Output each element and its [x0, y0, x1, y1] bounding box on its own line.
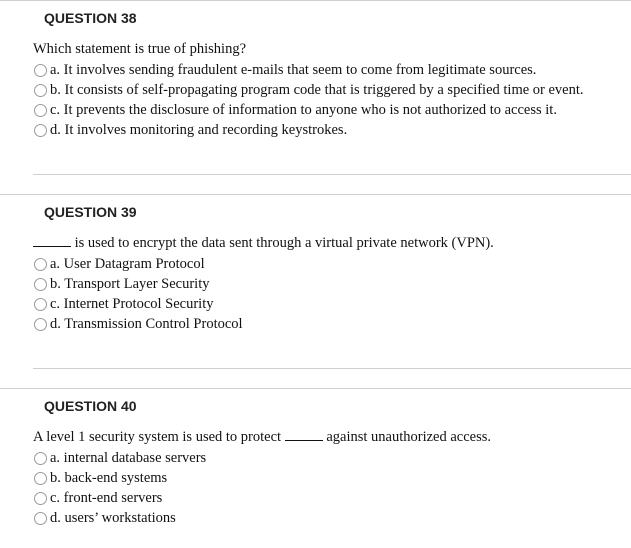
question-prompt: [33, 41, 246, 58]
question-title: QUESTION 40: [44, 398, 137, 414]
answer-option-c[interactable]: [34, 294, 243, 314]
question-prompt-text-end: against unauthorized access.: [322, 429, 491, 445]
radio-button[interactable]: [34, 258, 47, 271]
question-prompt: [33, 235, 494, 252]
question-divider: [0, 388, 631, 389]
answer-label: d. Transmission Control Protocol: [50, 315, 243, 332]
answer-label: c. front-end servers: [50, 489, 163, 506]
radio-button[interactable]: [34, 318, 47, 331]
answer-option-a[interactable]: [34, 254, 243, 274]
fill-in-blank: [33, 235, 71, 247]
answer-label: a. User Datagram Protocol: [50, 255, 205, 272]
answer-options: [34, 60, 584, 140]
answer-label: b. back-end systems: [50, 469, 168, 486]
question-38: [0, 0, 631, 194]
question-prompt-text: Which statement is true of phishing?: [33, 41, 247, 57]
radio-button[interactable]: [34, 512, 47, 525]
answer-option-c[interactable]: [34, 100, 584, 120]
question-bottom-divider: [33, 174, 631, 175]
answer-option-b[interactable]: [34, 80, 584, 100]
question-40: [0, 388, 631, 548]
radio-button[interactable]: [34, 298, 47, 311]
question-prompt: [33, 429, 491, 446]
radio-button[interactable]: [34, 452, 47, 465]
question-bottom-divider: [33, 368, 631, 369]
answer-option-d[interactable]: [34, 120, 584, 140]
answer-label: d. users’ workstations: [50, 509, 176, 526]
answer-option-d[interactable]: [34, 508, 206, 528]
question-title: QUESTION 38: [44, 10, 137, 26]
radio-button[interactable]: [34, 472, 47, 485]
radio-button[interactable]: [34, 492, 47, 505]
answer-label: c. Internet Protocol Security: [50, 295, 214, 312]
answer-option-a[interactable]: [34, 448, 206, 468]
answer-option-b[interactable]: [34, 274, 243, 294]
radio-button[interactable]: [34, 104, 47, 117]
answer-label: d. It involves monitoring and recording keystrokes.: [50, 121, 348, 138]
answer-label: b. It consists of self-propagating program code that is triggered by a specified time or event.: [50, 81, 584, 98]
answer-options: [34, 448, 206, 528]
radio-button[interactable]: [34, 278, 47, 291]
answer-label: a. internal database servers: [50, 449, 207, 466]
question-prompt-text: is used to encrypt the data sent through a virtual private network (VPN).: [71, 235, 494, 251]
answer-label: b. Transport Layer Security: [50, 275, 210, 292]
radio-button[interactable]: [34, 64, 47, 77]
question-divider: [0, 0, 631, 1]
answer-options: [34, 254, 243, 334]
answer-option-b[interactable]: [34, 468, 206, 488]
answer-label: c. It prevents the disclosure of information to anyone who is not authorized to access it.: [50, 101, 557, 118]
answer-option-d[interactable]: [34, 314, 243, 334]
radio-button[interactable]: [34, 124, 47, 137]
question-divider: [0, 194, 631, 195]
question-prompt-text: A level 1 security system is used to protect: [33, 429, 285, 445]
question-39: [0, 194, 631, 388]
radio-button[interactable]: [34, 84, 47, 97]
question-title: QUESTION 39: [44, 204, 137, 220]
fill-in-blank: [285, 429, 323, 441]
answer-option-a[interactable]: [34, 60, 584, 80]
answer-label: a. It involves sending fraudulent e-mails that seem to come from legitimate sources.: [50, 61, 537, 78]
answer-option-c[interactable]: [34, 488, 206, 508]
